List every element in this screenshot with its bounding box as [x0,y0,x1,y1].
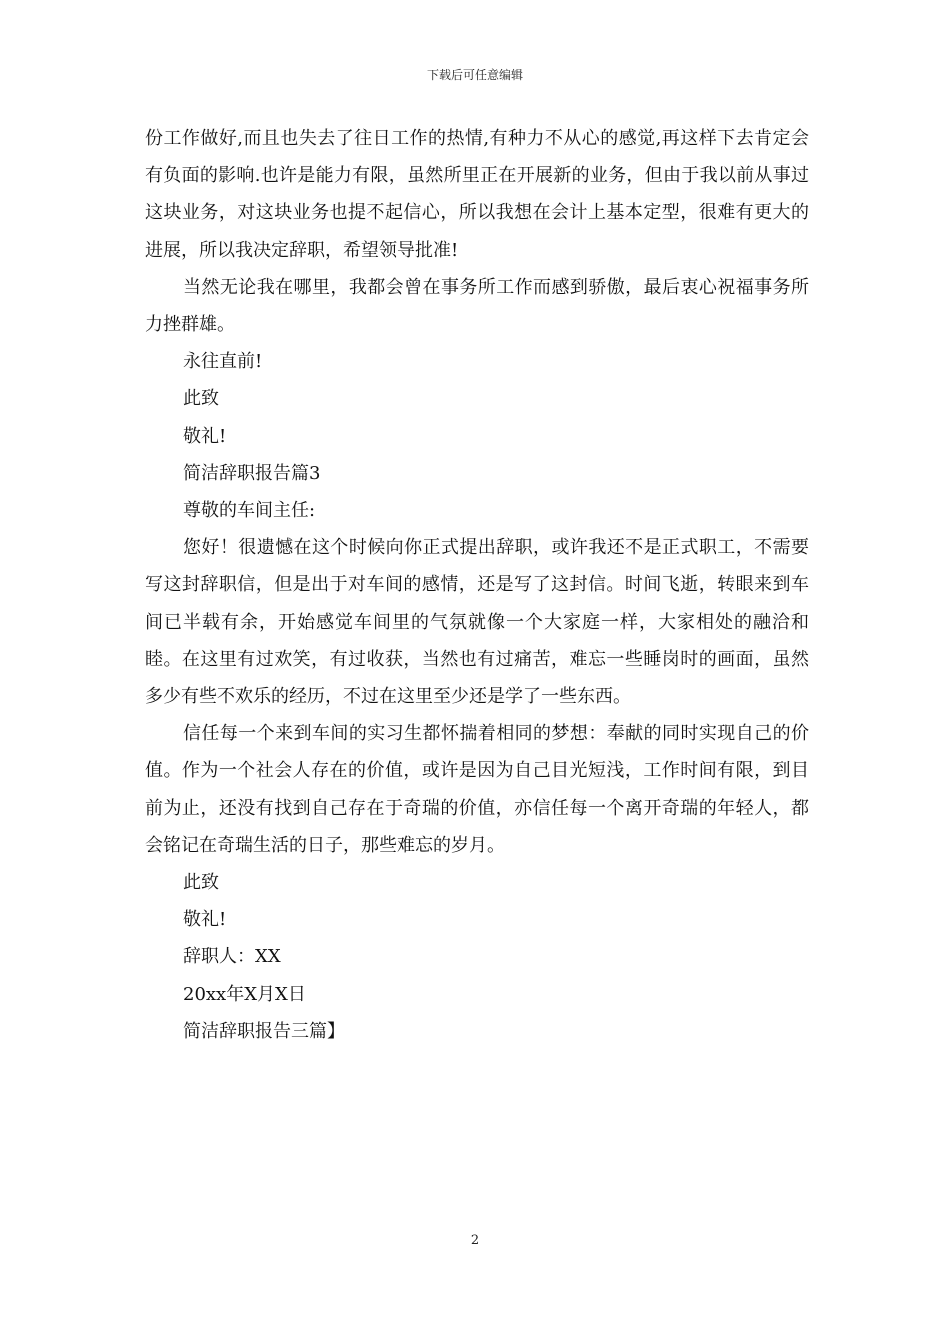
signature-date: 20xx年X月X日 [183,983,306,1005]
paragraph-internship-value: 信任每一个来到车间的实习生都怀揣着相同的梦想：奉献的同时实现自己的价值。作为一个社会人存在的价值，或许是因为自己目光短浅，工作时间有限，到目前为止，还没有找到自己存在于奇瑞的价值，亦信任每一个离开奇瑞的年轻人，都会铭记在奇瑞生活的日子，那些难忘的岁月。 [145,723,809,856]
closing-salutation-2: 此致 [183,872,219,894]
paragraph-pride-blessing: 当然无论我在哪里，我都会曾在事务所工作而感到骄傲，最后衷心祝福事务所力挫群雄。 [145,276,809,336]
trailing-title: 简洁辞职报告三篇】 [183,1020,345,1042]
page-number: 2 [470,1233,480,1248]
letter-greeting: 尊敬的车间主任: [183,500,316,522]
document-body [145,120,809,1050]
section-heading: 简洁辞职报告篇3 [183,462,321,484]
signature-name: 辞职人：XX [183,946,281,968]
paragraph-resignation-reason: 您好！很遗憾在这个时候向你正式提出辞职，或许我还不是正式职工，不需要写这封辞职信，但是出于对车间的感情，还是写了这封信。时间飞逝，转眼来到车间已半载有余，开始感觉车间里的气氛就像一个大家庭一样，大家相处的融洽和睦。在这里有过欢笑，有过收获，当然也有过痛苦，难忘一些睡岗时的画面，虽然多少有些不欢乐的经历，不过在这里至少还是学了一些东西。 [145,537,809,708]
closing-wish: 永往直前! [183,351,263,373]
page-header: 下载后可任意编辑 [426,68,523,82]
closing-regards-2: 敬礼! [183,909,227,931]
paragraph-continuation: 份工作做好,而且也失去了往日工作的热情,有种力不从心的感觉,再这样下去肯定会有负面的影响.也许是能力有限，虽然所里正在开展新的业务，但由于我以前从事过这块业务，对这块业务也提不起信心，所以我想在会计上基本定型，很难有更大的进展，所以我决定辞职，希望领导批准! [145,128,809,261]
closing-salutation: 此致 [183,388,219,410]
closing-regards: 敬礼! [183,425,227,447]
